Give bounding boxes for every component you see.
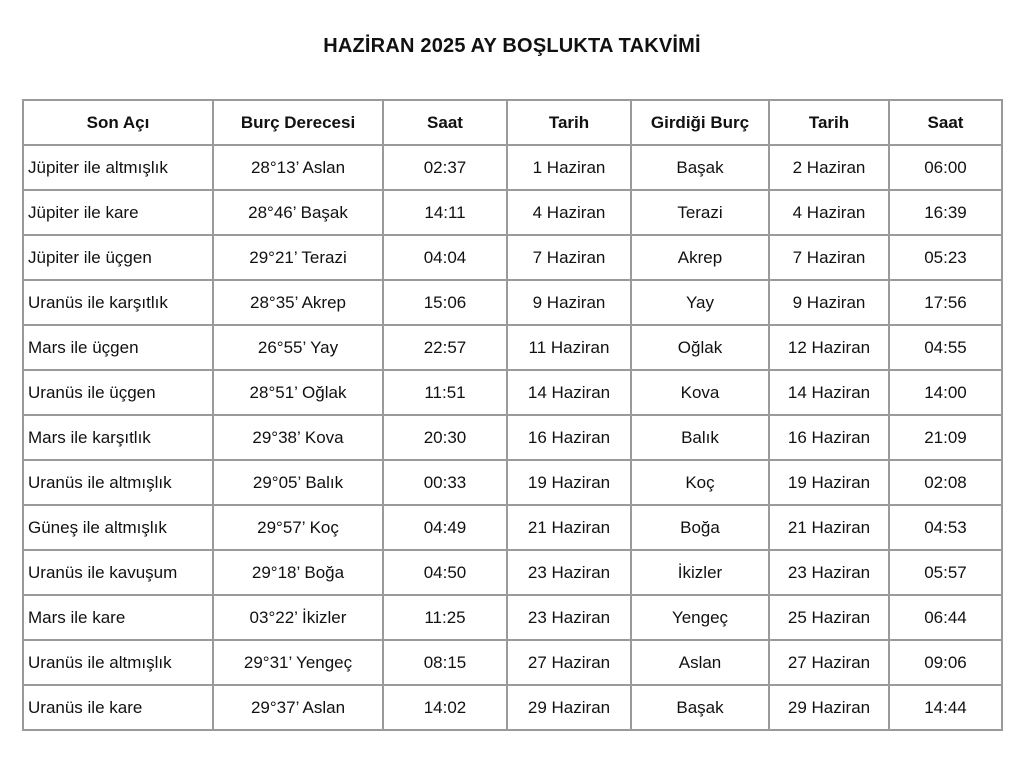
header-entry-date: Tarih: [769, 100, 889, 145]
cell-entry-time: 05:23: [889, 235, 1002, 280]
cell-entered-sign: Boğa: [631, 505, 769, 550]
cell-entered-sign: İkizler: [631, 550, 769, 595]
table-row: [23, 460, 1002, 505]
cell-entry-date: 2 Haziran: [769, 145, 889, 190]
cell-entered-sign: Başak: [631, 685, 769, 730]
cell-last-aspect: Mars ile karşıtlık: [23, 415, 213, 460]
table-row: [23, 640, 1002, 685]
cell-date: 4 Haziran: [507, 190, 631, 235]
cell-entry-time: 04:53: [889, 505, 1002, 550]
cell-last-aspect: Uranüs ile altmışlık: [23, 640, 213, 685]
cell-entry-time: 06:00: [889, 145, 1002, 190]
cell-date: 16 Haziran: [507, 415, 631, 460]
cell-entered-sign: Aslan: [631, 640, 769, 685]
cell-entered-sign: Kova: [631, 370, 769, 415]
cell-entry-time: 04:55: [889, 325, 1002, 370]
cell-sign-degree: 29°05’ Balık: [213, 460, 383, 505]
cell-entry-date: 27 Haziran: [769, 640, 889, 685]
cell-entry-time: 16:39: [889, 190, 1002, 235]
cell-entry-time: 09:06: [889, 640, 1002, 685]
header-entered-sign: Girdiği Burç: [631, 100, 769, 145]
table-row: [23, 325, 1002, 370]
cell-sign-degree: 29°31’ Yengeç: [213, 640, 383, 685]
cell-entry-date: 12 Haziran: [769, 325, 889, 370]
cell-last-aspect: Jüpiter ile altmışlık: [23, 145, 213, 190]
cell-time: 14:02: [383, 685, 507, 730]
cell-date: 7 Haziran: [507, 235, 631, 280]
cell-last-aspect: Uranüs ile kare: [23, 685, 213, 730]
cell-date: 23 Haziran: [507, 595, 631, 640]
cell-date: 27 Haziran: [507, 640, 631, 685]
header-last-aspect: Son Açı: [23, 100, 213, 145]
cell-date: 23 Haziran: [507, 550, 631, 595]
cell-sign-degree: 03°22’ İkizler: [213, 595, 383, 640]
cell-sign-degree: 28°46’ Başak: [213, 190, 383, 235]
cell-last-aspect: Güneş ile altmışlık: [23, 505, 213, 550]
cell-entry-date: 16 Haziran: [769, 415, 889, 460]
cell-time: 14:11: [383, 190, 507, 235]
cell-entered-sign: Terazi: [631, 190, 769, 235]
cell-entered-sign: Yay: [631, 280, 769, 325]
cell-time: 04:50: [383, 550, 507, 595]
cell-date: 1 Haziran: [507, 145, 631, 190]
cell-entry-time: 14:44: [889, 685, 1002, 730]
cell-entry-date: 14 Haziran: [769, 370, 889, 415]
table-row: [23, 550, 1002, 595]
header-row: [23, 100, 1002, 145]
cell-time: 08:15: [383, 640, 507, 685]
cell-date: 19 Haziran: [507, 460, 631, 505]
header-date: Tarih: [507, 100, 631, 145]
header-entry-time: Saat: [889, 100, 1002, 145]
cell-sign-degree: 26°55’ Yay: [213, 325, 383, 370]
cell-sign-degree: 28°51’ Oğlak: [213, 370, 383, 415]
cell-date: 21 Haziran: [507, 505, 631, 550]
cell-sign-degree: 29°21’ Terazi: [213, 235, 383, 280]
cell-entry-date: 21 Haziran: [769, 505, 889, 550]
void-of-course-table: [22, 99, 1003, 731]
table-row: [23, 235, 1002, 280]
cell-date: 29 Haziran: [507, 685, 631, 730]
table-row: [23, 415, 1002, 460]
cell-time: 11:51: [383, 370, 507, 415]
cell-entry-date: 25 Haziran: [769, 595, 889, 640]
cell-entry-date: 7 Haziran: [769, 235, 889, 280]
cell-time: 22:57: [383, 325, 507, 370]
cell-entered-sign: Koç: [631, 460, 769, 505]
cell-entry-time: 17:56: [889, 280, 1002, 325]
cell-entry-date: 19 Haziran: [769, 460, 889, 505]
table-row: [23, 280, 1002, 325]
cell-date: 11 Haziran: [507, 325, 631, 370]
cell-entered-sign: Akrep: [631, 235, 769, 280]
cell-time: 20:30: [383, 415, 507, 460]
cell-last-aspect: Uranüs ile karşıtlık: [23, 280, 213, 325]
cell-last-aspect: Mars ile kare: [23, 595, 213, 640]
cell-entered-sign: Balık: [631, 415, 769, 460]
cell-last-aspect: Uranüs ile altmışlık: [23, 460, 213, 505]
cell-last-aspect: Jüpiter ile üçgen: [23, 235, 213, 280]
cell-date: 14 Haziran: [507, 370, 631, 415]
cell-entered-sign: Başak: [631, 145, 769, 190]
cell-sign-degree: 28°35’ Akrep: [213, 280, 383, 325]
cell-entry-time: 06:44: [889, 595, 1002, 640]
header-time: Saat: [383, 100, 507, 145]
cell-entry-date: 9 Haziran: [769, 280, 889, 325]
table-row: [23, 370, 1002, 415]
table-row: [23, 685, 1002, 730]
table-row: [23, 145, 1002, 190]
cell-entry-time: 05:57: [889, 550, 1002, 595]
cell-last-aspect: Mars ile üçgen: [23, 325, 213, 370]
cell-time: 04:49: [383, 505, 507, 550]
cell-entry-time: 21:09: [889, 415, 1002, 460]
cell-entered-sign: Yengeç: [631, 595, 769, 640]
cell-time: 02:37: [383, 145, 507, 190]
table-row: [23, 190, 1002, 235]
cell-last-aspect: Uranüs ile kavuşum: [23, 550, 213, 595]
cell-entry-date: 23 Haziran: [769, 550, 889, 595]
cell-entry-time: 02:08: [889, 460, 1002, 505]
table-row: [23, 595, 1002, 640]
cell-sign-degree: 29°38’ Kova: [213, 415, 383, 460]
cell-entry-time: 14:00: [889, 370, 1002, 415]
cell-entry-date: 4 Haziran: [769, 190, 889, 235]
table-row: [23, 505, 1002, 550]
cell-entered-sign: Oğlak: [631, 325, 769, 370]
cell-time: 00:33: [383, 460, 507, 505]
cell-last-aspect: Jüpiter ile kare: [23, 190, 213, 235]
cell-time: 11:25: [383, 595, 507, 640]
cell-time: 04:04: [383, 235, 507, 280]
cell-sign-degree: 29°37’ Aslan: [213, 685, 383, 730]
cell-sign-degree: 29°57’ Koç: [213, 505, 383, 550]
cell-sign-degree: 29°18’ Boğa: [213, 550, 383, 595]
cell-sign-degree: 28°13’ Aslan: [213, 145, 383, 190]
cell-date: 9 Haziran: [507, 280, 631, 325]
cell-entry-date: 29 Haziran: [769, 685, 889, 730]
page-title: HAZİRAN 2025 AY BOŞLUKTA TAKVİMİ: [323, 35, 701, 57]
header-sign-degree: Burç Derecesi: [213, 100, 383, 145]
cell-last-aspect: Uranüs ile üçgen: [23, 370, 213, 415]
cell-time: 15:06: [383, 280, 507, 325]
